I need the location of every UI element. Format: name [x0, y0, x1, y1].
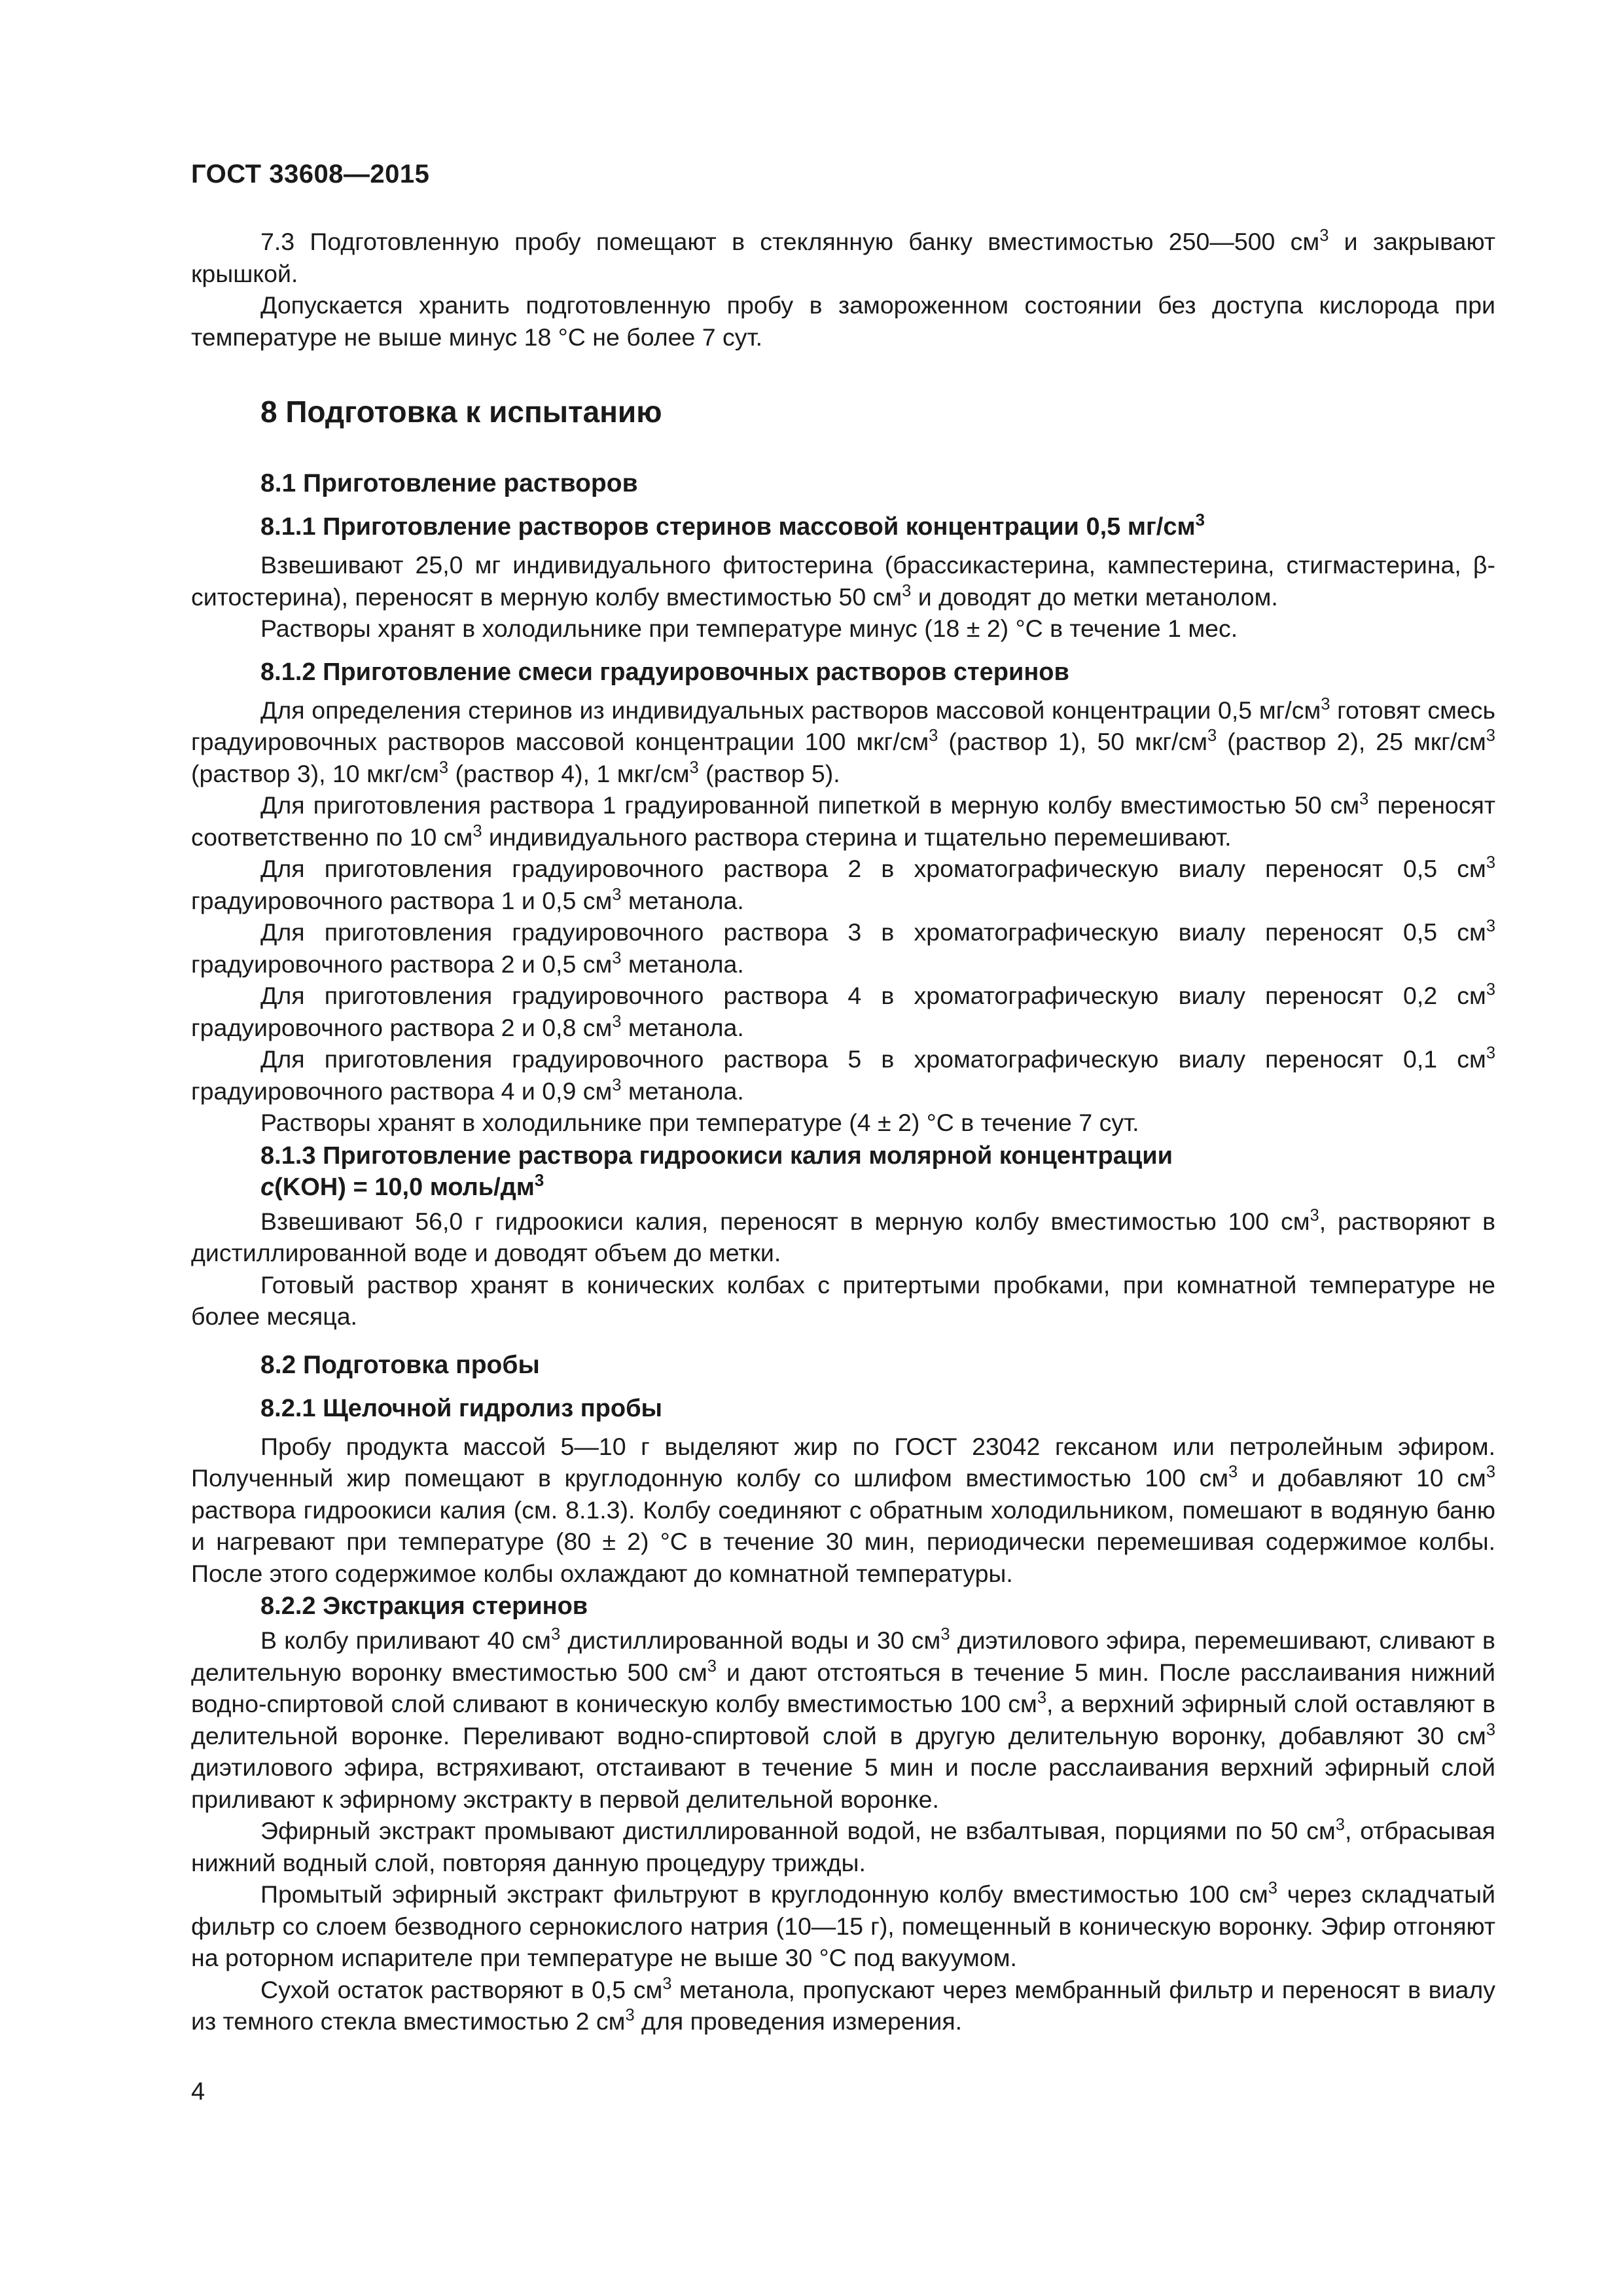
paragraph-8-1-2-solution-2: Для приготовления градуировочного раствора 2 в хроматографическую виалу переносят 0,5 $см^3$ градуировочного раствора 1 и 0,5 $см^3$ метанола.: [191, 853, 1495, 914]
paragraph-8-1-1-storage: Растворы хранят в холодильнике при температуре минус (18 ± 2) °С в течение 1 мес.: [260, 615, 1238, 642]
paragraph-8-2-2-extraction: В колбу приливают 40 $см^3$ дистиллированной воды и 30 $см^3$ диэтилового эфира, перемешивают, сливают в делительную воронку вместимостью 500 $см^3$ и дают отстояться в течение 5 мин. После расслаивания нижний водно-спиртовой слой сливают в коническую колбу вместимостью 100 $см^3$, а верхний эфирный слой оставляют в делительной воронке. Переливают водно-спиртовой слой в другую делительную воронку, добавляют 30 $см^3$ диэтилового эфира, встряхивают, отстаивают в течение 5 мин и после расслаивания верхний эфирный слой приливают к эфирному экстракту в первой делительной воронке.: [191, 1624, 1495, 1813]
section-8-2-1-heading: 8.2.1 Щелочной гидролиз пробы: [260, 1394, 663, 1422]
section-8-1-3-heading: 8.1.3 Приготовление раствора гидроокиси калия молярной концентрации c(KOH) = 10,0 моль/$дм^3$: [260, 1141, 1173, 1201]
section-8-1-heading: 8.1 Приготовление растворов: [260, 469, 638, 497]
section-8-1-1-heading: 8.1.1 Приготовление растворов стеринов массовой концентрации 0,5 $мг/см^3$: [260, 511, 1205, 541]
section-8-2-2-heading: 8.2.2 Экстракция стеринов: [260, 1592, 588, 1620]
section-8-1-2-heading: 8.1.2 Приготовление смеси градуировочных растворов стеринов: [260, 658, 1069, 686]
paragraph-8-1-1-weighing: Взвешивают 25,0 мг индивидуального фитостерина (брассикастерина, кампестерина, стигмастерина, β-ситостерина), переносят в мерную колбу вместимостью 50 $см^3$ и доводят до метки метанолом.: [191, 551, 1495, 611]
paragraph-8-2-1-hydrolysis: Пробу продукта массой 5—10 г выделяют жир по ГОСТ 23042 гексаном или петролейным эфиром. Полученный жир помещают в круглодонную колбу со шлифом вместимостью 100 $см^3$ и добавляют 10 $см^3$ раствора гидроокиси калия (см. 8.1.3). Колбу соединяют с обратным холодильником, помешают в водяную баню и нагревают при температуре (80 ± 2) °С в течение 30 мин, периодически перемешивая содержимое колбы. После этого содержимое колбы охлаждают до комнатной температуры.: [191, 1432, 1495, 1587]
paragraph-8-2-2-filtering: Промытый эфирный экстракт фильтруют в круглодонную колбу вместимостью 100 $см^3$ через складчатый фильтр со слоем безводного сернокислого натрия (10—15 г), помещенный в коническую воронку. Эфир отгоняют на роторном испарителе при температуре не выше 30 °С под вакуумом.: [191, 1878, 1495, 1971]
document-id-header: ГОСТ 33608—2015: [191, 160, 430, 188]
paragraph-8-1-2-solution-3: Для приготовления градуировочного раствора 3 в хроматографическую виалу переносят 0,5 $см^3$ градуировочного раствора 2 и 0,5 $см^3$ метанола.: [191, 916, 1495, 978]
document-body: [191, 226, 1495, 2037]
page-number: 4: [191, 2078, 205, 2106]
paragraph-7-3-storage: Допускается хранить подготовленную пробу в замороженном состоянии без доступа кислорода при температуре не выше минус 18 °С не более 7 сут.: [191, 291, 1495, 351]
paragraph-8-2-2-residue: Сухой остаток растворяют в 0,5 $см^3$ метанола, пропускают через мембранный фильтр и переносят в виалу из темного стекла вместимостью 2 $см^3$ для проведения измерения.: [191, 1974, 1495, 2035]
paragraph-8-1-3-weighing: Взвешивают 56,0 г гидроокиси калия, переносят в мерную колбу вместимостью 100 $см^3$, растворяют в дистиллированной воде и доводят объем до метки.: [191, 1206, 1496, 1266]
section-8-2-heading: 8.2 Подготовка пробы: [260, 1350, 540, 1379]
paragraph-8-1-2-storage: Растворы хранят в холодильнике при температуре (4 ± 2) °С в течение 7 сут.: [260, 1109, 1139, 1136]
paragraph-8-1-2-solution-5: Для приготовления градуировочного раствора 5 в хроматографическую виалу переносят 0,1 $см^3$ градуировочного раствора 4 и 0,9 $см^3$ метанола.: [191, 1043, 1495, 1105]
paragraph-8-1-2-solution-4: Для приготовления градуировочного раствора 4 в хроматографическую виалу переносят 0,2 $см^3$ градуировочного раствора 2 и 0,8 $см^3$ метанола.: [191, 980, 1495, 1041]
paragraph-7-3: 7.3 Подготовленную пробу помещают в стеклянную банку вместимостью 250—500 $см^3$ и закрывают крышкой.: [191, 226, 1495, 287]
paragraph-8-2-2-washing: Эфирный экстракт промывают дистиллированной водой, не взбалтывая, порциями по 50 $см^3$, отбрасывая нижний водный слой, повторяя данную процедуру трижды.: [191, 1815, 1495, 1876]
paragraph-8-1-2-solution-1: Для приготовления раствора 1 градуированной пипеткой в мерную колбу вместимостью 50 $см^3$ переносят соответственно по 10 $см^3$ индивидуального раствора стерина и тщательно перемешивают.: [191, 789, 1495, 851]
section-8-heading: 8 Подготовка к испытанию: [260, 395, 662, 429]
paragraph-8-1-3-storage: Готовый раствор хранят в конических колбах с притертыми пробками, при комнатной температуре не более месяца.: [191, 1270, 1495, 1330]
paragraph-8-1-2-mixture: Для определения стеринов из индивидуальных растворов массовой концентрации 0,5 $мг/см^3$ готовят смесь градуировочных растворов массовой концентрации 100 мкг/$см^3$ (раствор 1), 50 мкг/$см^3$ (раствор 2), 25 мкг/$см^3$ (раствор 3), 10 мкг/$см^3$ (раствор 4), 1 мкг/$см^3$ (раствор 5).: [191, 694, 1495, 787]
